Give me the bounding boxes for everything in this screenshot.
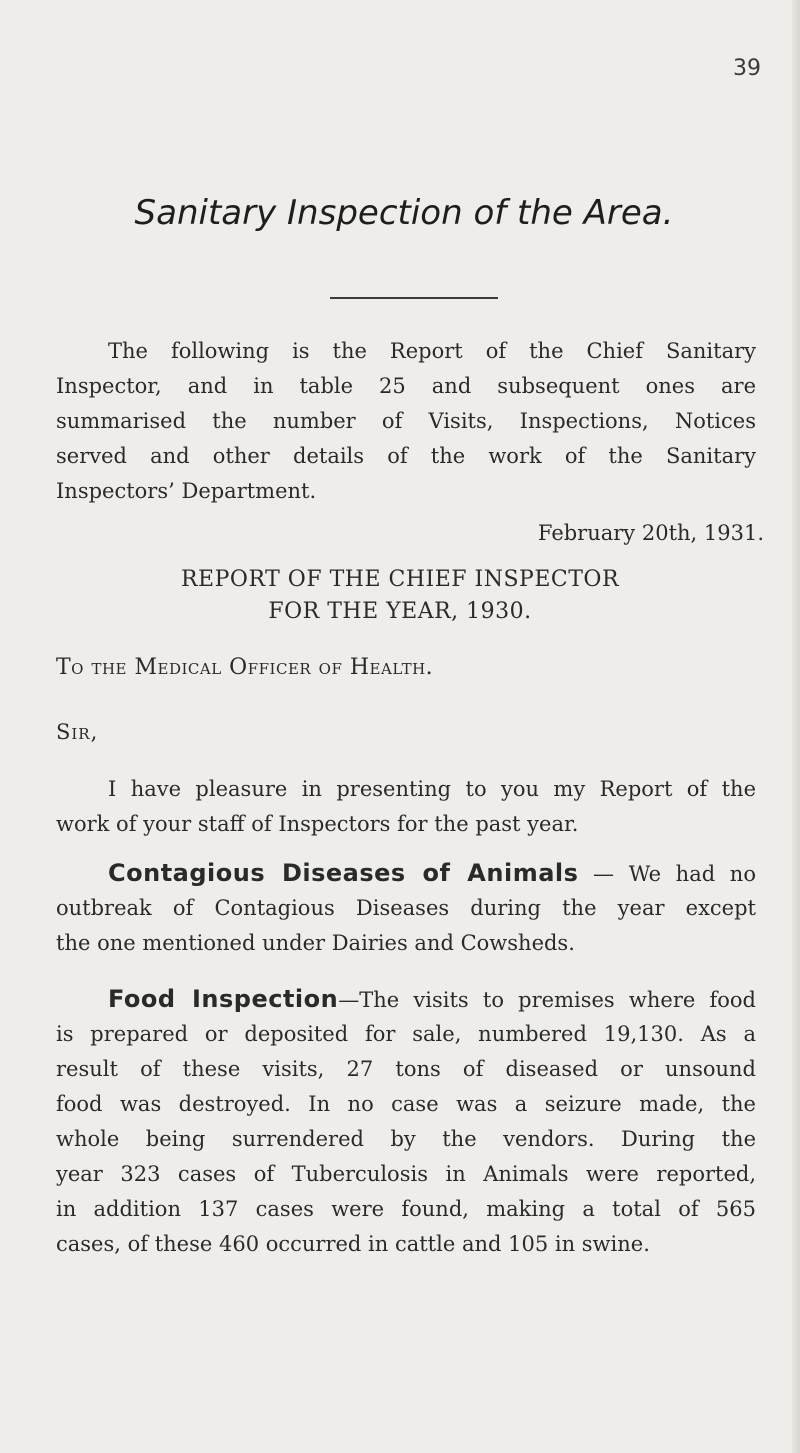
food-line: whole being surrendered by the vendors. During the <box>56 1127 756 1151</box>
food-line: is prepared or deposited for sale, numbered 19,130. As a <box>56 1022 756 1046</box>
food-line: cases, of these 460 occurred in cattle and 105 in swine. <box>56 1232 650 1256</box>
report-heading <box>0 564 800 628</box>
food-line: result of these visits, 27 tons of diseased or unsound <box>56 1057 756 1081</box>
intro-paragraph <box>56 334 756 509</box>
food-line-rest: —The visits to premises where food <box>338 988 757 1012</box>
page-number: 39 <box>733 56 761 81</box>
addressee: To the Medical Officer of Health. <box>56 655 434 680</box>
title-rule <box>330 297 498 299</box>
opening-paragraph <box>56 772 756 842</box>
contagious-first-line <box>56 856 756 891</box>
page-title: Sanitary Inspection of the Area. <box>134 193 674 233</box>
intro-line: The following is the Report of the Chief Sanitary <box>108 339 756 363</box>
report-date: February 20th, 1931. <box>537 521 764 545</box>
intro-line: served and other details of the work of the Sanitary <box>56 444 756 468</box>
intro-line: Inspectors’ Department. <box>56 479 317 503</box>
report-heading-line2: FOR THE YEAR, 1930. <box>268 599 532 624</box>
food-line: year 323 cases of Tuberculosis in Animals were reported, <box>56 1162 756 1186</box>
opening-line: I have pleasure in presenting to you my Report of the <box>108 777 756 801</box>
food-inspection-heading: Food Inspection <box>108 985 339 1013</box>
intro-line: Inspector, and in table 25 and subsequent ones are <box>56 374 756 398</box>
contagious-line: the one mentioned under Dairies and Cowsheds. <box>56 931 575 955</box>
food-line: in addition 137 cases were found, making a total of 565 <box>56 1197 756 1221</box>
food-first-line <box>56 982 756 1017</box>
food-line: food was destroyed. In no case was a seizure made, the <box>56 1092 756 1116</box>
salutation: Sir, <box>56 720 99 744</box>
report-heading-line1: REPORT OF THE CHIEF INSPECTOR <box>180 567 620 592</box>
contagious-line: outbreak of Contagious Diseases during the year except <box>56 896 756 920</box>
contagious-diseases-paragraph <box>56 856 756 961</box>
intro-line: summarised the number of Visits, Inspections, Notices <box>56 409 756 433</box>
food-inspection-paragraph <box>56 982 756 1262</box>
contagious-diseases-heading: Contagious Diseases of Animals <box>108 859 579 887</box>
opening-line: work of your staff of Inspectors for the past year. <box>56 812 579 836</box>
contagious-line-rest: — We had no <box>578 862 756 886</box>
